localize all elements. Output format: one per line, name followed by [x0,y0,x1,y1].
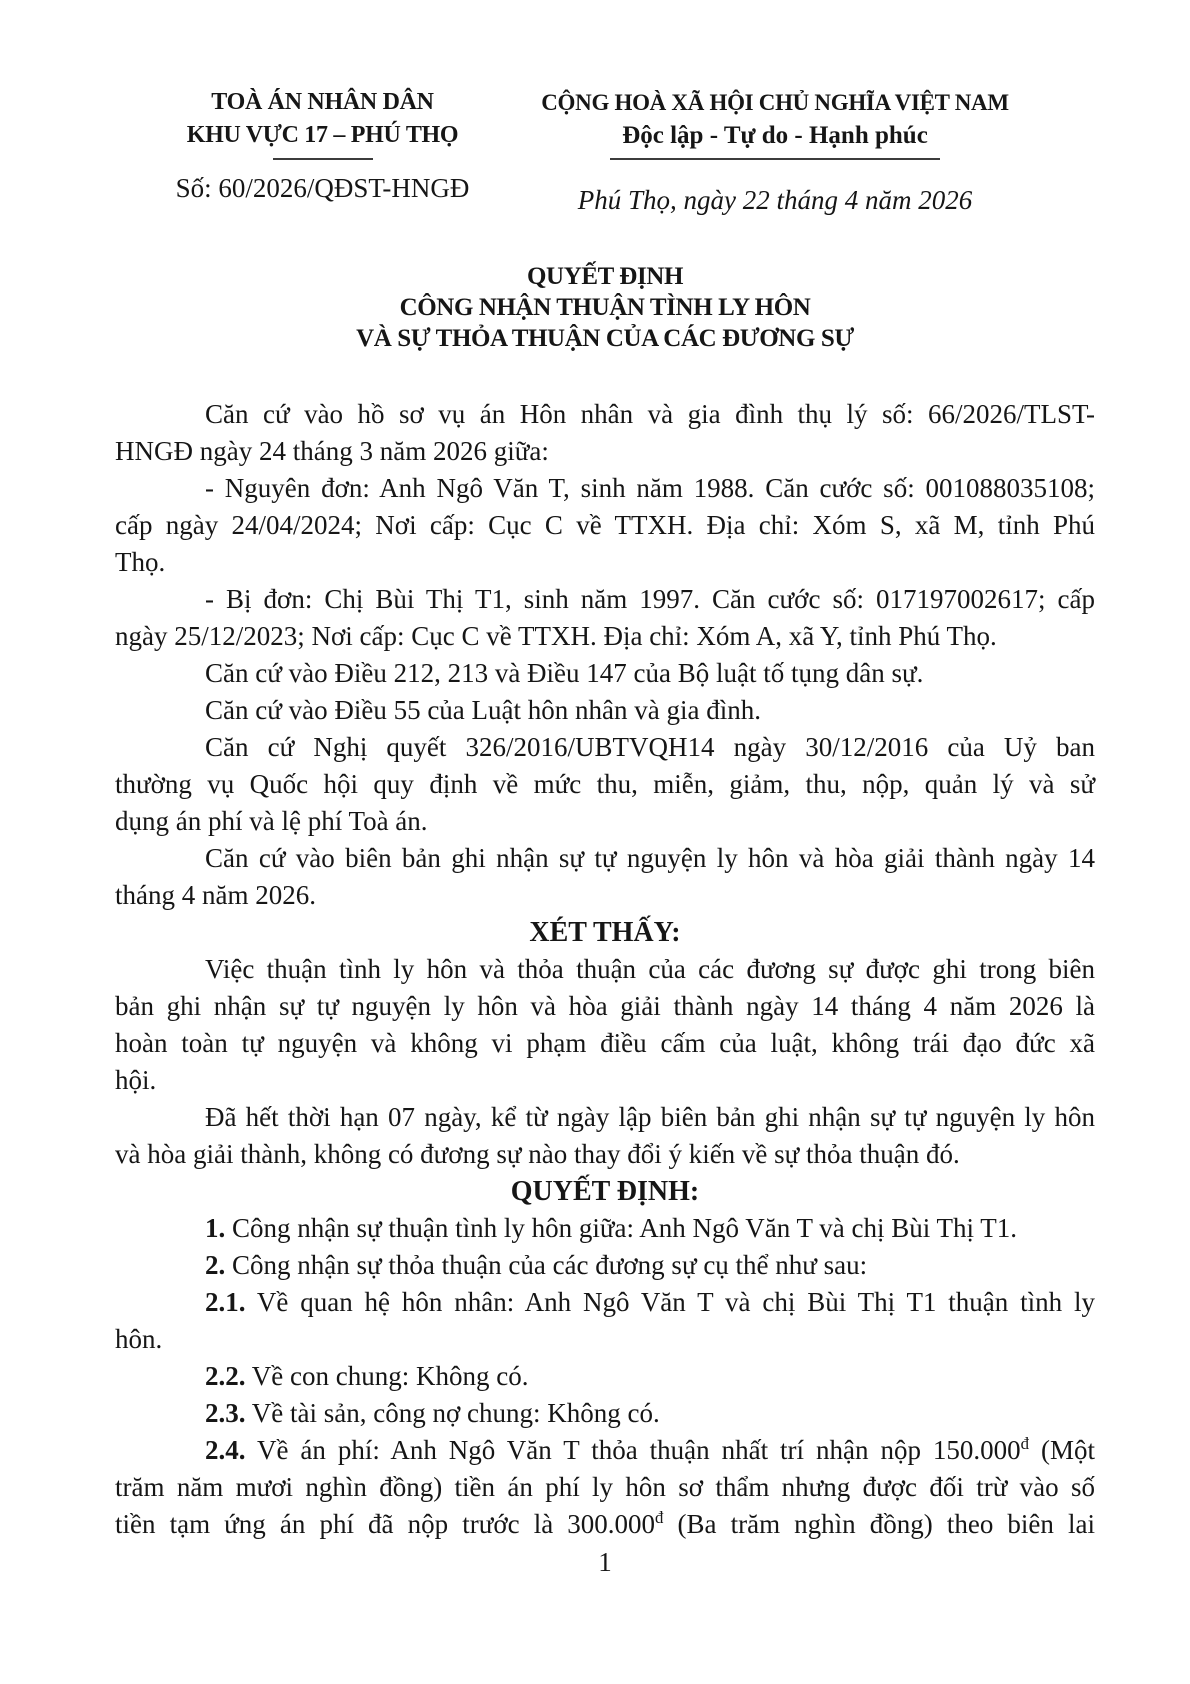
doc-line-item-1 [115,1210,1095,1247]
document-title-line1: QUYẾT ĐỊNH [527,263,683,290]
doc-line [115,581,1095,618]
line-text: Việc thuận tình ly hôn và thỏa thuận của các đương sự được ghi trong biên [205,954,1095,984]
doc-line-item-2-4 [115,1432,1095,1469]
doc-line [115,433,1095,470]
document-body [115,396,1095,1543]
line-text: Thọ. [115,547,166,577]
line-text: Đã hết thời hạn 07 ngày, kể từ ngày lập biên bản ghi nhận sự tự nguyện ly hôn [205,1102,1095,1132]
doc-line [115,1136,1095,1173]
doc-line [115,1506,1095,1543]
doc-line-item-2-1 [115,1284,1095,1321]
item-number: 2.2. [205,1361,246,1391]
item-number: 2.3. [205,1398,246,1428]
line-text: thường vụ Quốc hội quy định về mức thu, miễn, giảm, thu, nộp, quản lý và sử [115,769,1095,799]
item-number: 2.1. [205,1287,246,1317]
line-text: Về tài sản, công nợ chung: Không có. [245,1398,660,1428]
doc-line [115,988,1095,1025]
national-motto-line2: Độc lập - Tự do - Hạnh phúc [622,122,928,149]
line-text: dụng án phí và lệ phí Toà án. [115,806,428,836]
doc-line [115,655,1095,692]
document-title-line3: VÀ SỰ THỎA THUẬN CỦA CÁC ĐƯƠNG SỰ [356,325,854,352]
page-number: 1 [598,1547,612,1577]
doc-line [115,1321,1095,1358]
line-text: Công nhận sự thuận tình ly hôn giữa: Anh Ngô Văn T và chị Bùi Thị T1. [225,1213,1018,1243]
heading-quyet-dinh [115,1173,1095,1210]
doc-line [115,544,1095,581]
item-number: 2.4. [205,1435,246,1465]
dong-superscript: đ [1020,1434,1030,1453]
doc-line [115,1099,1095,1136]
line-text: cấp ngày 24/04/2024; Nơi cấp: Cục C về TTXH. Địa chỉ: Xóm S, xã M, tỉnh Phú [115,510,1095,540]
court-name-line1: TOÀ ÁN NHÂN DÂN [211,89,434,115]
doc-line [115,803,1095,840]
national-header-rule [610,158,940,160]
line-text: HNGĐ ngày 24 tháng 3 năm 2026 giữa: [115,436,549,466]
line-text: - Nguyên đơn: Anh Ngô Văn T, sinh năm 1988. Căn cước số: 001088035108; [205,473,1095,503]
line-text: tiền tạm ứng án phí đã nộp trước là 300.000 [115,1509,656,1539]
line-text: - Bị đơn: Chị Bùi Thị T1, sinh năm 1997. Căn cước số: 017197002617; cấp [205,584,1095,614]
national-header-block [500,86,1080,217]
line-text: Căn cứ vào Điều 55 của Luật hôn nhân và gia đình. [205,695,761,725]
doc-line [115,1469,1095,1506]
doc-line [115,618,1095,655]
doc-line [115,840,1095,877]
line-text: (Một [1029,1435,1096,1465]
line-text: ngày 25/12/2023; Nơi cấp: Cục C về TTXH. Địa chỉ: Xóm A, xã Y, tỉnh Phú Thọ. [115,621,997,651]
item-number: 2. [205,1250,226,1280]
doc-line [115,692,1095,729]
line-text: Căn cứ vào hồ sơ vụ án Hôn nhân và gia đình thụ lý số: 66/2026/TLST- [205,399,1095,429]
line-text: Về án phí: Anh Ngô Văn T thỏa thuận nhất trí nhận nộp 150.000 [245,1435,1021,1465]
heading-text: XÉT THẤY: [529,917,681,948]
court-name-line2: KHU VỰC 17 – PHÚ THỌ [186,122,459,148]
place-and-date: Phú Thọ, ngày 22 tháng 4 năm 2026 [577,185,973,215]
line-text: và hòa giải thành, không có đương sự nào thay đổi ý kiến về sự thỏa thuận đó. [115,1139,960,1169]
line-text: Căn cứ vào biên bản ghi nhận sự tự nguyện ly hôn và hòa giải thành ngày 14 [205,843,1095,873]
line-text: Căn cứ Nghị quyết 326/2016/UBTVQH14 ngày 30/12/2016 của Uỷ ban [205,732,1095,762]
line-text: Căn cứ vào Điều 212, 213 và Điều 147 của Bộ luật tố tụng dân sự. [205,658,924,688]
doc-line [115,729,1095,766]
line-text: hội. [115,1065,157,1095]
document-header [115,86,1095,217]
doc-line [115,1025,1095,1062]
document-title-line2: CÔNG NHẬN THUẬN TÌNH LY HÔN [399,294,811,321]
line-text: Về con chung: Không có. [245,1361,529,1391]
national-motto-line1: CỘNG HOÀ XÃ HỘI CHỦ NGHĨA VIỆT NAM [541,90,1009,115]
line-text: (Ba trăm nghìn đồng) theo biên lai [663,1509,1095,1539]
item-number: 1. [205,1213,226,1243]
court-header-rule [273,158,373,160]
line-text: hoàn toàn tự nguyện và không vi phạm điều cấm của luật, không trái đạo đức xã [115,1028,1095,1058]
doc-line [115,507,1095,544]
doc-line [115,766,1095,803]
doc-line-item-2 [115,1247,1095,1284]
doc-line-item-2-2 [115,1358,1095,1395]
document-title [115,261,1095,354]
document-number: Số: 60/2026/QĐST-HNGĐ [175,173,470,203]
heading-xet-thay [115,914,1095,951]
line-text: trăm năm mươi nghìn đồng) tiền án phí ly hôn sơ thẩm nhưng được đối trừ vào số [115,1472,1095,1502]
doc-line [115,470,1095,507]
line-text: hôn. [115,1324,163,1354]
doc-line [115,396,1095,433]
court-header-block [115,86,500,205]
line-text: Về quan hệ hôn nhân: Anh Ngô Văn T và chị Bùi Thị T1 thuận tình ly [245,1287,1095,1317]
doc-line [115,877,1095,914]
line-text: tháng 4 năm 2026. [115,880,316,910]
doc-line-item-2-3 [115,1395,1095,1432]
dong-superscript: đ [655,1508,664,1527]
doc-line [115,1062,1095,1099]
heading-text: QUYẾT ĐỊNH: [510,1176,700,1207]
line-text: bản ghi nhận sự tự nguyện ly hôn và hòa giải thành ngày 14 tháng 4 năm 2026 là [115,991,1095,1021]
doc-line [115,951,1095,988]
line-text: Công nhận sự thỏa thuận của các đương sự cụ thể như sau: [225,1250,868,1280]
